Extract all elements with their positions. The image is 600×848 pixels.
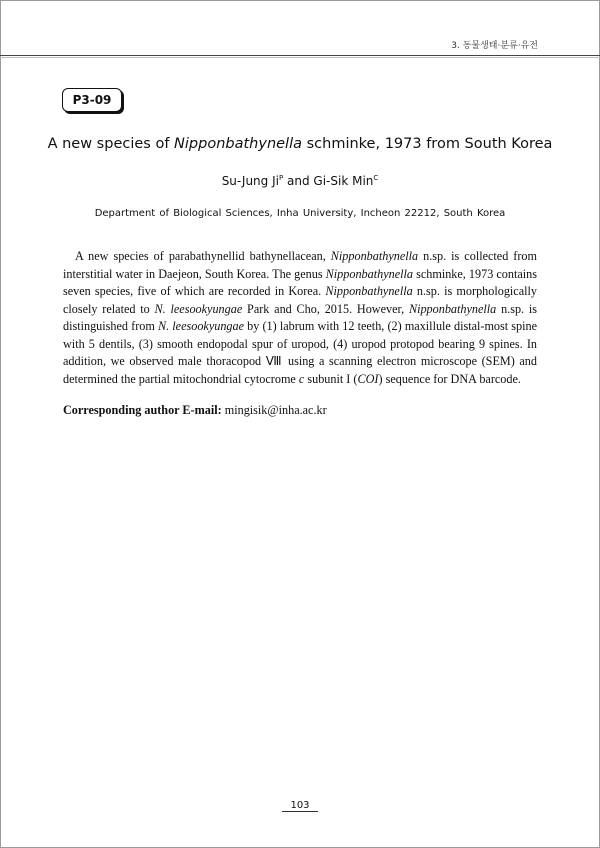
- abstract-text: n.sp. is collected from interstitial water in Daejeon, South Korea. The genus: [63, 249, 537, 281]
- abstract-italic: Nipponbathynella: [325, 266, 414, 281]
- corresponding-label: Corresponding author E-mail:: [63, 403, 222, 417]
- paper-title: [0, 136, 600, 152]
- author-connector: and: [283, 174, 314, 188]
- affiliation: Department of Biological Sciences, Inha University, Incheon 22212, South Korea: [94, 208, 506, 219]
- header-rule: [0, 55, 600, 56]
- title-pre: A new species of: [47, 136, 175, 152]
- page-number: 103: [290, 800, 310, 811]
- abstract-italic: COI: [357, 371, 379, 386]
- poster-id-badge: P3-09: [62, 88, 122, 112]
- author-2-mark: C: [373, 174, 379, 182]
- author-list: [0, 174, 600, 188]
- section-label: 3. 동물생태·분류·유전: [451, 41, 538, 51]
- abstract-italic: Nipponbathynella: [330, 249, 419, 263]
- title-post: schminke, 1973 from South Korea: [302, 136, 553, 152]
- page-number-underline: [282, 811, 318, 812]
- abstract-italic: Nipponbathynella: [325, 284, 413, 298]
- abstract-paragraph: [63, 248, 537, 388]
- abstract-text: by (1) labrum with 12 teeth, (2) maxillule distal-most spine with 5 dentils, (3) smooth endopodal spur of uropod, (4) uropod protopod bearing 9 spines. In addition, we observed male thoracopod Ⅷ using a scanning electron microscope (SEM) and determined the partial mitochondrial cytocrome: [63, 319, 538, 386]
- abstract-text: n.sp. is morphologically closely related to: [63, 284, 537, 316]
- corresponding-email: mingisik@inha.ac.kr: [221, 403, 327, 417]
- abstract-text: A new species of parabathynellid bathynellacean,: [75, 249, 331, 263]
- title-genus: Nipponbathynella: [174, 136, 302, 152]
- abstract-italic: N. leesookyungae: [157, 319, 245, 333]
- corresponding-author: [63, 403, 327, 418]
- abstract-italic: Nipponbathynella: [408, 301, 497, 316]
- abstract-italic: c: [298, 371, 305, 386]
- abstract-text: subunit I (: [304, 371, 358, 386]
- abstract-text: ) sequence for DNA barcode.: [378, 371, 521, 386]
- author-1-mark: P: [278, 174, 284, 182]
- author-1: Su-Jung Ji: [221, 174, 279, 188]
- author-2: Gi-Sik Min: [313, 174, 374, 188]
- abstract-text: Park and Cho, 2015. However,: [242, 301, 409, 316]
- header-rule-thin: [0, 57, 600, 58]
- abstract-text: schminke, 1973 contains seven species, five of which are recorded in Korea.: [63, 266, 537, 298]
- abstract-text: n.sp. is distinguished from: [63, 301, 538, 333]
- abstract-italic: N. leesookyungae: [154, 301, 243, 316]
